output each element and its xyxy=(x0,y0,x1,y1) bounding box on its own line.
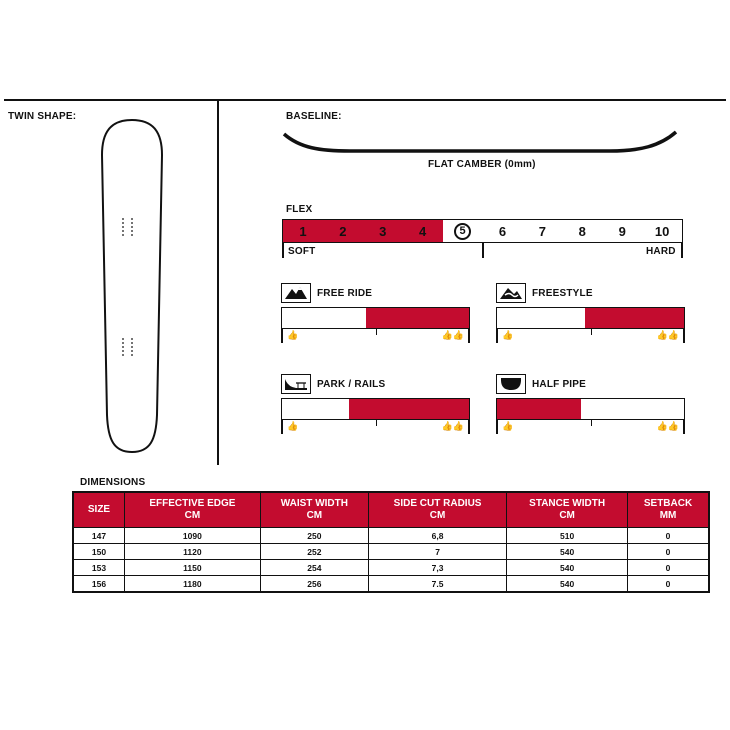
table-cell: 540 xyxy=(507,576,628,593)
park-rails-label: PARK / RAILS xyxy=(317,378,386,390)
table-cell: 254 xyxy=(260,560,368,576)
thumb-up-icon: 👍 xyxy=(502,330,514,340)
two-thumbs-up-icon: 👍👍 xyxy=(656,421,679,431)
table-cell: 0 xyxy=(628,560,709,576)
baseline-profile-label: FLAT CAMBER (0mm) xyxy=(428,159,536,170)
flex-label: FLEX xyxy=(286,204,313,215)
free-ride-fill xyxy=(366,308,469,328)
table-cell: 147 xyxy=(73,528,125,544)
flex-step: 1 xyxy=(283,220,323,242)
table-row xyxy=(73,576,709,593)
table-row xyxy=(73,528,709,544)
table-row xyxy=(73,544,709,560)
half-pipe-label: HALF PIPE xyxy=(532,378,587,390)
column-header: SETBACK MM xyxy=(628,492,709,528)
table-header-row xyxy=(73,492,709,528)
freestyle-slope-icon xyxy=(496,283,526,303)
table-cell: 156 xyxy=(73,576,125,593)
table-cell: 0 xyxy=(628,576,709,593)
flex-step: 4 xyxy=(403,220,443,242)
flex-hard-label: HARD xyxy=(646,246,676,257)
flex-step: 3 xyxy=(363,220,403,242)
flex-scale-end-left xyxy=(282,242,284,258)
thumb-up-icon: 👍 xyxy=(287,421,299,431)
column-header: EFFECTIVE EDGE CM xyxy=(125,492,261,528)
table-cell: 510 xyxy=(507,528,628,544)
insert-holes-top xyxy=(122,218,133,236)
rating-scale xyxy=(281,329,470,343)
flex-step-selected xyxy=(443,220,483,242)
flex-scale xyxy=(282,219,683,243)
baseline-label: BASELINE: xyxy=(286,111,342,122)
table-cell: 1150 xyxy=(125,560,261,576)
park-rails-fill xyxy=(349,399,469,419)
park-rails-bar xyxy=(281,398,470,420)
table-cell: 1120 xyxy=(125,544,261,560)
flex-selected-value: 5 xyxy=(454,223,471,240)
flat-camber-profile-image xyxy=(280,128,680,158)
table-row xyxy=(73,560,709,576)
half-pipe-bar xyxy=(496,398,685,420)
column-divider xyxy=(217,100,219,465)
top-divider xyxy=(4,99,726,101)
snowboard-outline-image xyxy=(92,115,172,457)
park-rails-rating xyxy=(281,374,470,434)
flex-step: 2 xyxy=(323,220,363,242)
table-cell: 0 xyxy=(628,544,709,560)
table-cell: 252 xyxy=(260,544,368,560)
table-cell: 540 xyxy=(507,560,628,576)
half-pipe-rating xyxy=(496,374,685,434)
free-ride-rating xyxy=(281,283,470,343)
table-cell: 6,8 xyxy=(368,528,506,544)
flex-step: 7 xyxy=(538,223,546,239)
free-ride-bar xyxy=(281,307,470,329)
half-pipe-icon xyxy=(496,374,526,394)
two-thumbs-up-icon: 👍👍 xyxy=(656,330,679,340)
flex-step: 10 xyxy=(654,223,670,239)
column-header: STANCE WIDTH CM xyxy=(507,492,628,528)
freestyle-rating xyxy=(496,283,685,343)
insert-holes-bottom xyxy=(122,338,133,356)
freestyle-fill xyxy=(585,308,684,328)
column-header: SIDE CUT RADIUS CM xyxy=(368,492,506,528)
rating-scale xyxy=(496,329,685,343)
table-cell: 1180 xyxy=(125,576,261,593)
dimensions-label: DIMENSIONS xyxy=(80,477,146,488)
column-header: SIZE xyxy=(73,492,125,528)
flex-step: 6 xyxy=(498,223,507,239)
table-cell: 250 xyxy=(260,528,368,544)
flex-scale-end-right xyxy=(681,242,683,258)
freestyle-label: FREESTYLE xyxy=(532,287,593,299)
flex-step: 8 xyxy=(578,223,586,239)
table-cell: 540 xyxy=(507,544,628,560)
twin-shape-label: TWIN SHAPE: xyxy=(8,111,77,122)
flex-soft-label: SOFT xyxy=(288,246,316,257)
table-cell: 7.5 xyxy=(368,576,506,593)
column-header: WAIST WIDTH CM xyxy=(260,492,368,528)
park-ramp-icon xyxy=(281,374,311,394)
table-cell: 1090 xyxy=(125,528,261,544)
thumb-up-icon: 👍 xyxy=(502,421,514,431)
table-cell: 7,3 xyxy=(368,560,506,576)
two-thumbs-up-icon: 👍👍 xyxy=(441,421,464,431)
thumb-up-icon: 👍 xyxy=(287,330,299,340)
half-pipe-fill xyxy=(497,399,581,419)
dimensions-table xyxy=(72,491,710,593)
flex-step: 9 xyxy=(618,223,626,239)
table-cell: 7 xyxy=(368,544,506,560)
rating-scale xyxy=(281,420,470,434)
free-ride-label: FREE RIDE xyxy=(317,287,373,299)
table-cell: 256 xyxy=(260,576,368,593)
table-cell: 0 xyxy=(628,528,709,544)
rating-scale xyxy=(496,420,685,434)
freestyle-bar xyxy=(496,307,685,329)
table-cell: 150 xyxy=(73,544,125,560)
two-thumbs-up-icon: 👍👍 xyxy=(441,330,464,340)
flex-scale-midpoint xyxy=(482,242,484,258)
mountain-icon xyxy=(281,283,311,303)
table-cell: 153 xyxy=(73,560,125,576)
